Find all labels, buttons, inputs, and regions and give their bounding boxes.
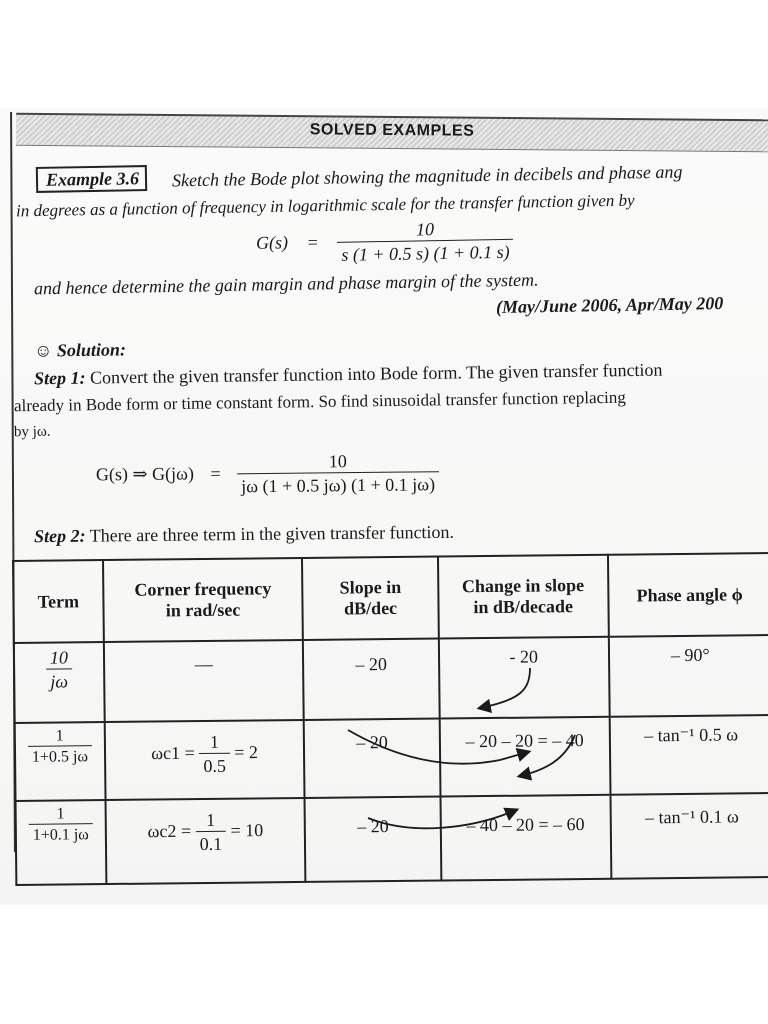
eq-denominator: s (1 + 0.5 s) (1 + 0.1 s) xyxy=(337,239,514,266)
terms-table xyxy=(12,552,768,886)
step2-label: Step 2: xyxy=(33,525,86,547)
slope-cell: – 20 xyxy=(303,639,439,720)
term-cell: $\frac{10}{j\omega}$ xyxy=(14,642,105,723)
change-cell: – 40 – 20 = – 60 xyxy=(440,795,610,881)
step1-line-2: already in Bode form or time constant form. So find sinusoidal transfer function replacing xyxy=(13,387,626,416)
step1-equation xyxy=(96,450,439,499)
phase-cell: – tan⁻¹ 0.1 ω xyxy=(610,793,768,879)
step2-line xyxy=(34,522,454,547)
problem-line-2: in degrees as a function of frequency in logarithmic scale for the transfer function given by xyxy=(15,190,635,221)
step1-text-1: Convert the given transfer function into Bode form. The given transfer function xyxy=(85,359,663,388)
eq-fraction xyxy=(337,218,514,266)
step1-line-1 xyxy=(34,360,663,390)
term-cell: $\frac{1}{1+0.5 j\omega}$ xyxy=(15,722,106,801)
eq2-denominator: jω (1 + 0.5 jω) (1 + 0.1 jω) xyxy=(237,471,439,497)
section-banner xyxy=(16,113,768,153)
problem-line-3: and hence determine the gain margin and phase margin of the system. xyxy=(33,269,539,299)
step2-text: There are three term in the given transfer function. xyxy=(85,521,455,546)
banner-title: SOLVED EXAMPLES xyxy=(309,121,475,140)
slope-cell: – 20 xyxy=(304,719,440,798)
header-phase-angle: Phase angle ϕ xyxy=(607,553,768,637)
table-row xyxy=(14,635,768,723)
slope-cell: – 20 xyxy=(305,797,442,882)
eq-numerator: 10 xyxy=(415,219,435,240)
example-label: Example 3.6 xyxy=(36,165,147,193)
eq2-fraction xyxy=(237,450,439,497)
eq-lhs: G(s) xyxy=(255,232,289,253)
change-cell: - 20 xyxy=(439,637,609,719)
header-term: Term xyxy=(13,560,104,643)
top-margin xyxy=(0,0,768,108)
table-row xyxy=(16,793,768,885)
problem-source: (May/June 2006, Apr/May 200 xyxy=(495,293,724,317)
solution-label: Solution: xyxy=(56,339,127,361)
step1-line-3: by jω. xyxy=(13,423,51,441)
phase-cell: – tan⁻¹ 0.5 ω xyxy=(609,715,768,795)
smiley-icon: ☺ xyxy=(33,340,53,361)
solution-heading xyxy=(34,339,126,361)
eq2-numerator: 10 xyxy=(328,451,347,472)
problem-equation xyxy=(256,218,514,267)
corner-cell: ωc1 = $\frac{1}{0.5}$ = 2 xyxy=(105,720,305,800)
change-cell: – 20 – 20 = – 40 xyxy=(440,717,610,797)
step1-label: Step 1: xyxy=(33,367,86,389)
eq-equals: = xyxy=(306,231,319,252)
phase-cell: – 90° xyxy=(608,635,768,717)
header-slope: Slope in dB/dec xyxy=(302,557,438,640)
problem-line-1: Sketch the Bode plot showing the magnitude in decibels and phase ang xyxy=(171,161,683,191)
bottom-margin xyxy=(0,905,768,1024)
corner-cell: — xyxy=(104,640,304,722)
eq2-lhs: G(s) ⇒ G(jω) xyxy=(95,463,195,485)
term-cell: $\frac{1}{1+0.1 j\omega}$ xyxy=(16,800,107,885)
header-change-in-slope: Change in slope in dB/decade xyxy=(438,555,608,639)
table-header-row xyxy=(13,553,768,643)
header-corner-frequency: Corner frequency in rad/sec xyxy=(103,558,303,642)
table-row xyxy=(15,715,768,801)
corner-cell: ωc2 = $\frac{1}{0.1}$ = 10 xyxy=(105,798,305,884)
eq2-equals: = xyxy=(210,463,221,484)
